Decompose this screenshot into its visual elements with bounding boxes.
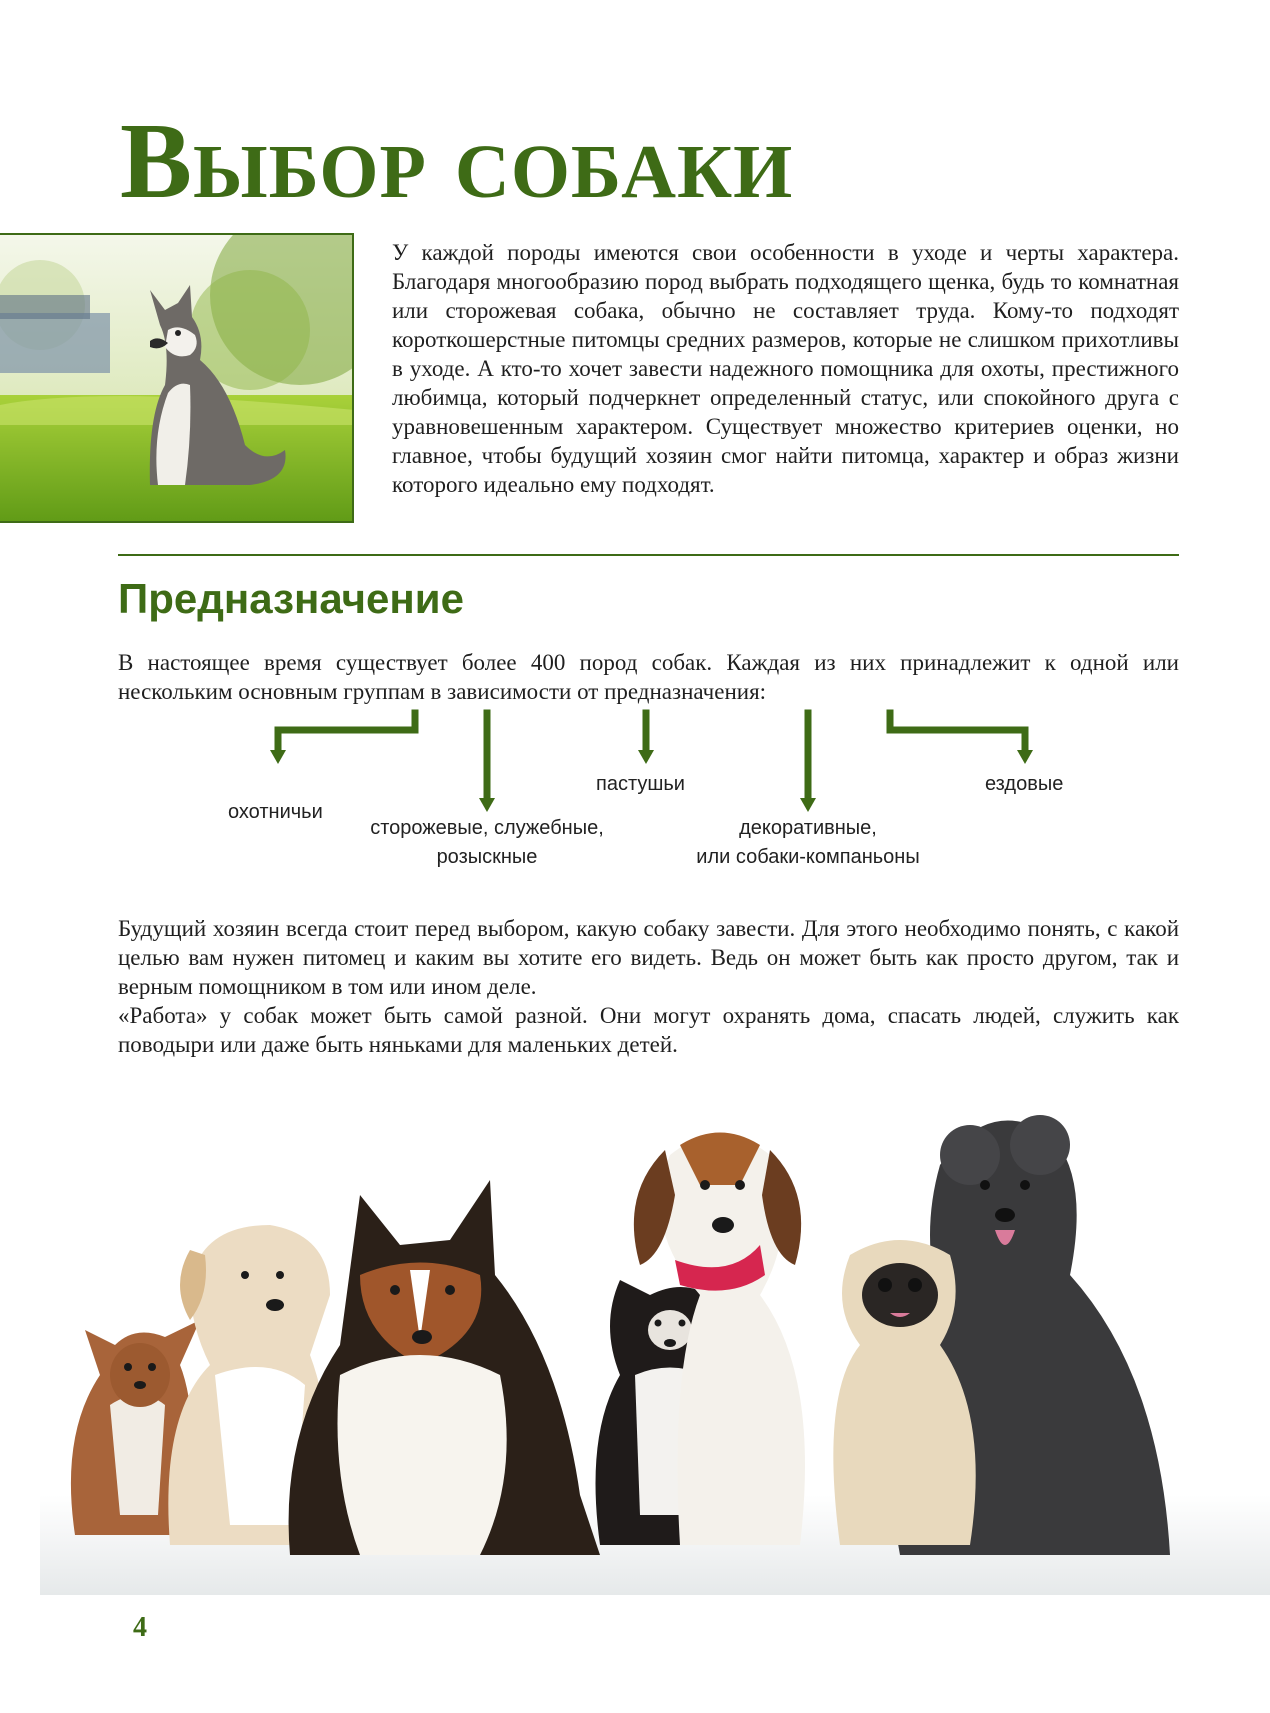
arrow-hunting — [278, 713, 415, 752]
group-label-decorative — [678, 814, 938, 872]
group-label-herding: пастушьи — [596, 773, 685, 795]
group-label-guard-line2: розыскные — [436, 846, 538, 868]
dog-breeds-group-photo — [40, 1075, 1270, 1595]
group-label-hunting: охотничьи — [228, 801, 323, 823]
husky-puppy-photo — [0, 233, 354, 523]
group-label-guard-line1: сторожевые, служебные, — [370, 817, 604, 839]
lead-paragraph: В настоящее время существует более 400 пород собак. Каждая из них принадлежит к одной или нескольким основным группам в зависимости от предназначения: — [118, 650, 1179, 704]
pug-dog — [833, 1240, 975, 1545]
group-label-decorative-line2: или собаки-компаньоны — [696, 846, 920, 868]
arrow-riding — [890, 713, 1025, 752]
section-heading: Предназначение — [118, 575, 464, 622]
sheltie-dog — [289, 1180, 600, 1555]
body-paragraph-1: Будущий хозяин всегда стоит перед выбором, какую собаку завести. Для этого необходимо понять, с какой целью вам нужен питомец и каким вы хотите его видеть. Ведь он может быть как просто другом, так и верным помощником в том или ином деле. — [118, 916, 1179, 999]
page-title: Выбор собаки — [120, 102, 794, 221]
body-paragraph-2: «Работа» у собак может быть самой разной. Они могут охранять дома, спасать людей, служить как поводыри или даже быть няньками для маленьких детей. — [118, 1003, 1179, 1057]
group-label-decorative-line1: декоративные, — [739, 817, 877, 839]
intro-paragraph: У каждой породы имеются свои особенности в уходе и черты характера. Благодаря многообразию пород выбрать подходящего щенка, будь то комнатная или сторожевая собака, обычно не составляет труда. Кому-то подходят короткошерстные питомцы средних размеров, которые не слишком прихотливы в уходе. А кто-то хочет завести надежного помощника для охоты, престижного любимца, который подчеркнет определенный статус, или спокойного друга с уравновешенным характером. Существует множество критериев оценки, но главное, чтобы будущий хозяин смог найти питомца, характер и образ жизни которого идеально ему подходят. — [392, 240, 1179, 497]
group-label-riding: ездовые — [985, 773, 1064, 795]
page-number: 4 — [133, 1612, 147, 1643]
section-divider — [118, 554, 1179, 556]
group-label-guard — [362, 814, 612, 872]
